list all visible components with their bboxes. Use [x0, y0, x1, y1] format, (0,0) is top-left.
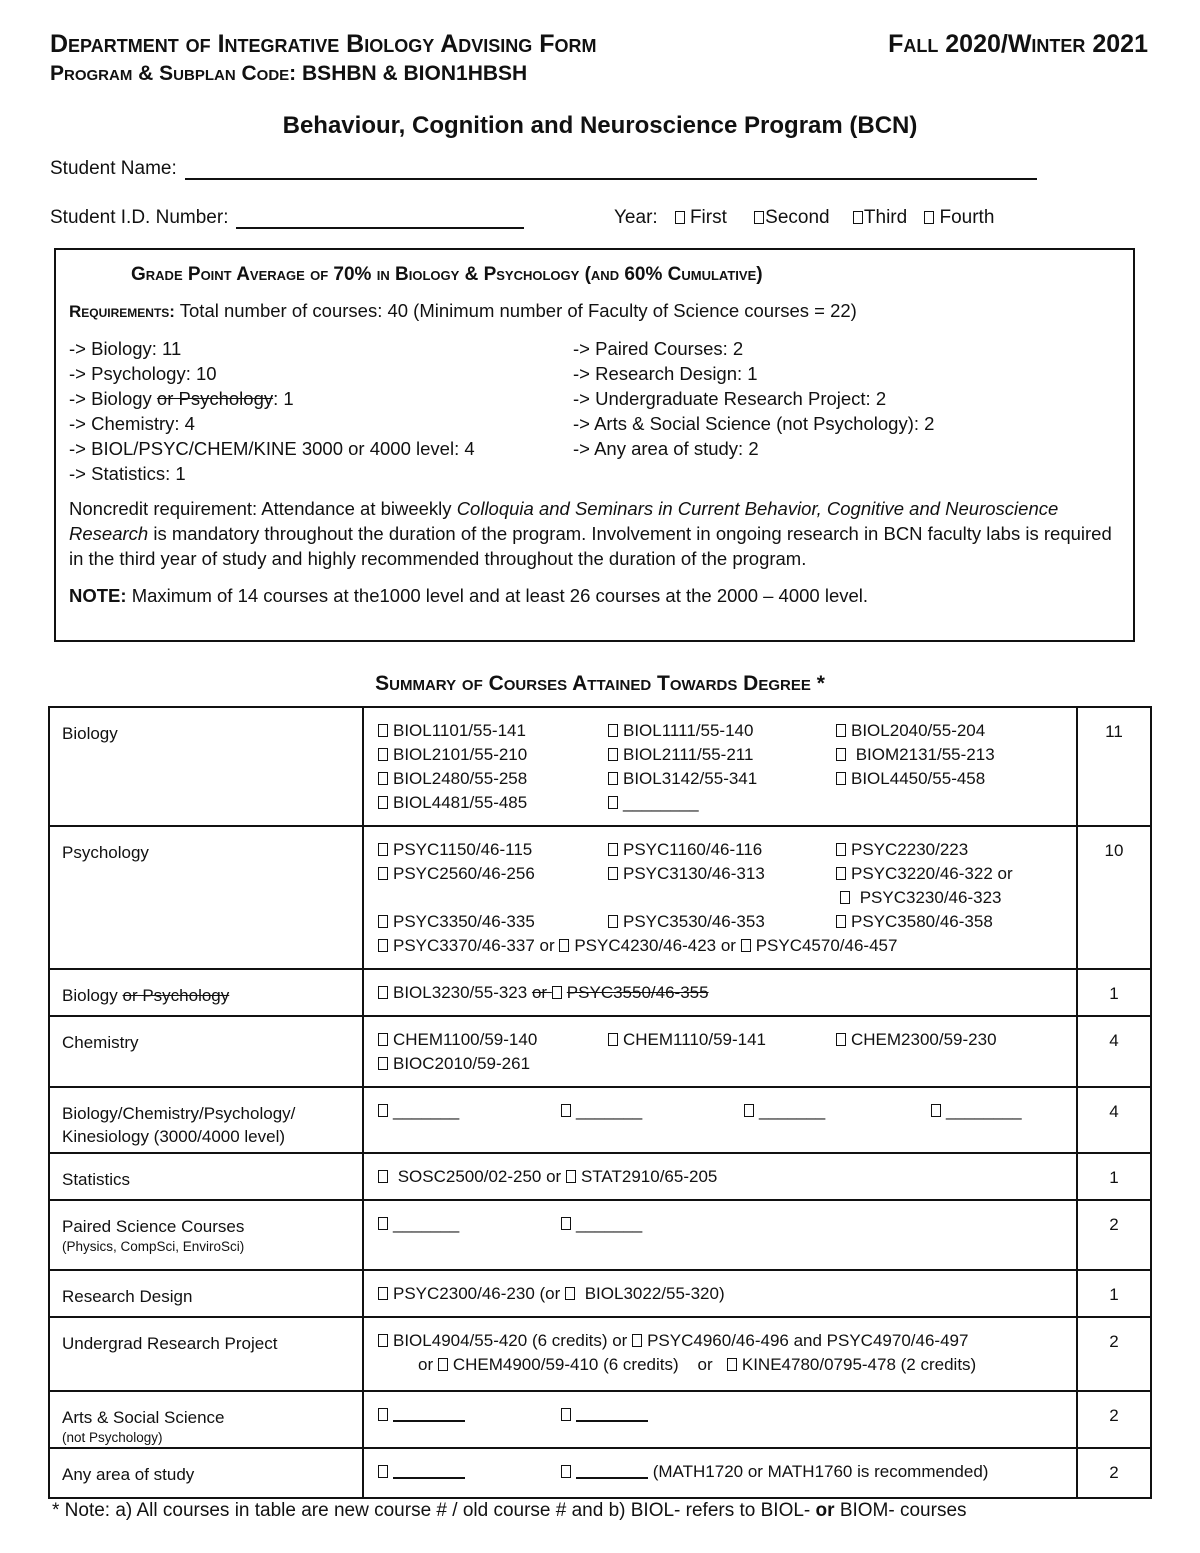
- course-checkbox[interactable]: BIOL2040/55-204: [836, 721, 985, 740]
- course-checkbox[interactable]: PSYC1160/46-116: [608, 840, 762, 859]
- course-options: [363, 1270, 1077, 1317]
- checkbox-icon: [378, 1287, 388, 1300]
- checkbox-icon: [378, 1057, 388, 1070]
- course-checkbox[interactable]: PSYC3580/46-358: [836, 912, 993, 931]
- course-checkbox[interactable]: [378, 1405, 465, 1424]
- checkbox-icon: [836, 772, 846, 785]
- category-sublabel: (Physics, CompSci, EnviroSci): [62, 1239, 245, 1254]
- category-label: Arts & Social Science (not Psychology): [49, 1391, 363, 1448]
- code-label: Program & Subplan Code:: [50, 62, 297, 85]
- table-row: [49, 826, 1151, 969]
- course-checkbox[interactable]: _______: [744, 1101, 825, 1120]
- checkbox-icon: [378, 724, 388, 737]
- course-options: [363, 1016, 1077, 1087]
- course-checkbox[interactable]: [561, 1462, 648, 1481]
- course-options: [363, 1200, 1077, 1270]
- checkbox-icon: [552, 986, 562, 999]
- course-options: [363, 1153, 1077, 1200]
- checkbox-icon: [559, 939, 569, 952]
- checkbox-icon: [608, 748, 618, 761]
- course-checkbox[interactable]: PSYC3220/46-322 or: [836, 864, 1013, 883]
- requirements-right-list: -> Paired Courses: 2 -> Research Design: 1 -> Undergraduate Research Project: 2 -> Arts & Social Science (not Psychology): 2 -> Any area of study: 2: [573, 338, 935, 459]
- blank-line[interactable]: [576, 1405, 648, 1422]
- course-checkbox[interactable]: PSYC3530/46-353: [608, 912, 765, 931]
- checkbox-icon: [836, 724, 846, 737]
- checkbox-icon: [608, 843, 618, 856]
- year-second-checkbox[interactable]: Second: [754, 207, 829, 228]
- course-checkbox[interactable]: PSYC2300/46-230 (or: [378, 1284, 565, 1303]
- course-checkbox[interactable]: PSYC3130/46-313: [608, 864, 765, 883]
- checkbox-icon: [840, 891, 850, 904]
- checkbox-icon: [378, 867, 388, 880]
- blank-line[interactable]: [576, 1462, 648, 1479]
- table-row: [49, 1317, 1151, 1391]
- course-checkbox[interactable]: BIOL4450/55-458: [836, 769, 985, 788]
- course-checkbox[interactable]: _______: [378, 1214, 459, 1233]
- checkbox-icon: [836, 1033, 846, 1046]
- required-count: 2: [1077, 1200, 1151, 1270]
- course-checkbox[interactable]: PSYC2230/223: [836, 840, 968, 859]
- course-checkbox[interactable]: BIOL3022/55-320): [565, 1284, 725, 1303]
- category-label: Undergrad Research Project: [49, 1317, 363, 1391]
- course-checkbox[interactable]: BIOC2010/59-261: [378, 1054, 530, 1073]
- required-count: 1: [1077, 1153, 1151, 1200]
- checkbox-icon: [378, 772, 388, 785]
- course-options: [363, 1087, 1077, 1153]
- checkbox-icon: [378, 748, 388, 761]
- checkbox-icon: [561, 1217, 571, 1230]
- checkbox-icon: [608, 867, 618, 880]
- student-id-label: Student I.D. Number:: [50, 207, 229, 228]
- checkbox-icon: [744, 1104, 754, 1117]
- course-checkbox[interactable]: BIOL2101/55-210: [378, 745, 527, 764]
- checkbox-icon: [836, 843, 846, 856]
- program-code: [50, 62, 527, 86]
- gpa-requirement: Grade Point Average of 70% in Biology & Psychology (and 60% Cumulative): [131, 264, 763, 285]
- footnote: * Note: a) All courses in table are new course # / old course # and b) BIOL- refers to BIOL- or BIOM- courses: [52, 1500, 967, 1521]
- course-checkbox[interactable]: PSYC4570/46-457: [741, 936, 898, 955]
- course-checkbox[interactable]: PSYC3370/46-337 or: [378, 936, 559, 955]
- checkbox-icon: [378, 939, 388, 952]
- required-count: 2: [1077, 1391, 1151, 1448]
- category-label: Chemistry: [49, 1016, 363, 1087]
- checkbox-icon: [378, 1334, 388, 1347]
- checkbox-icon: [836, 748, 846, 761]
- note: NOTE: Maximum of 14 courses at the1000 level and at least 26 courses at the 2000 – 4000 level.: [69, 585, 869, 606]
- required-count: 11: [1077, 707, 1151, 826]
- checkbox-icon: [378, 796, 388, 809]
- course-text: (MATH1720 or MATH1760 is recommended): [648, 1462, 989, 1481]
- course-checkbox[interactable]: PSYC1150/46-115: [378, 840, 532, 859]
- table-row: [49, 1153, 1151, 1200]
- student-name-field[interactable]: [185, 160, 1037, 180]
- year-fourth-checkbox[interactable]: Fourth: [924, 207, 994, 228]
- category-label: Paired Science Courses (Physics, CompSci, EnviroSci): [49, 1200, 363, 1270]
- checkbox-icon: [378, 1170, 388, 1183]
- year-first-checkbox[interactable]: First: [675, 207, 727, 228]
- course-options: [363, 969, 1077, 1016]
- course-checkbox[interactable]: BIOL1101/55-141: [378, 721, 526, 740]
- course-options: [363, 707, 1077, 826]
- required-count: 10: [1077, 826, 1151, 969]
- category-label: Biology or Psychology: [49, 969, 363, 1016]
- course-checkbox[interactable]: CHEM4900/59-410 (6 credits) or: [438, 1355, 727, 1374]
- student-id-field[interactable]: [236, 209, 524, 229]
- summary-heading: Summary of Courses Attained Towards Degree *: [375, 672, 825, 695]
- checkbox-icon: [561, 1465, 571, 1478]
- checkbox-icon: [565, 1287, 575, 1300]
- course-checkbox[interactable]: PSYC3350/46-335: [378, 912, 535, 931]
- checkbox-icon: [931, 1104, 941, 1117]
- checkbox-icon: [438, 1358, 448, 1371]
- category-label: Research Design: [49, 1270, 363, 1317]
- category-label: Biology/Chemistry/Psychology/ Kinesiology (3000/4000 level): [49, 1087, 363, 1153]
- course-checkbox[interactable]: BIOM2131/55-213: [836, 745, 995, 764]
- checkbox-icon: [632, 1334, 642, 1347]
- course-checkbox[interactable]: [378, 1462, 465, 1481]
- course-checkbox[interactable]: BIOL4481/55-485: [378, 793, 527, 812]
- checkbox-icon: [378, 1033, 388, 1046]
- course-checkbox[interactable]: ________: [608, 793, 699, 812]
- student-id-row: [50, 207, 524, 229]
- year-label: Year:: [614, 207, 658, 228]
- year-selector: [614, 207, 994, 229]
- course-checkbox[interactable]: CHEM2300/59-230: [836, 1030, 997, 1049]
- checkbox-icon: [608, 796, 618, 809]
- course-checkbox[interactable]: CHEM1100/59-140: [378, 1030, 537, 1049]
- course-options: [363, 1317, 1077, 1391]
- course-checkbox[interactable]: PSYC4960/46-496 and PSYC4970/46-497: [632, 1331, 968, 1350]
- course-checkbox[interactable]: BIOL3142/55-341: [608, 769, 757, 788]
- required-count: 4: [1077, 1016, 1151, 1087]
- noncredit-requirement: Noncredit requirement: Attendance at biweekly Colloquia and Seminars in Current Behavior, Cognitive and Neuroscience Research is mandatory throughout the duration of the program. Involvement in ongoing research in BCN faculty labs is required in the third year of study and highly recommended throughout the duration of the program.: [69, 498, 1112, 569]
- checkbox-icon: [378, 1465, 388, 1478]
- program-title: Behaviour, Cognition and Neuroscience Program (BCN): [282, 112, 918, 139]
- table-row: [49, 707, 1151, 826]
- courses-table: [48, 706, 1152, 1499]
- required-count: 2: [1077, 1448, 1151, 1498]
- checkbox-icon: [836, 867, 846, 880]
- course-checkbox[interactable]: KINE4780/0795-478 (2 credits): [727, 1355, 976, 1374]
- course-checkbox[interactable]: STAT2910/65-205: [566, 1167, 717, 1186]
- blank-line[interactable]: [393, 1462, 465, 1479]
- checkbox-icon: [675, 211, 685, 224]
- table-row: [49, 1270, 1151, 1317]
- checkbox-icon: [608, 915, 618, 928]
- course-checkbox[interactable]: PSYC3550/46-355: [552, 983, 709, 1002]
- checkbox-icon: [378, 1217, 388, 1230]
- course-options: [363, 826, 1077, 969]
- required-count: 4: [1077, 1087, 1151, 1153]
- form-title: Department of Integrative Biology Advising Form: [50, 30, 597, 58]
- required-count: 2: [1077, 1317, 1151, 1391]
- course-checkbox[interactable]: BIOL2480/55-258: [378, 769, 527, 788]
- student-name-label: Student Name:: [50, 158, 177, 179]
- courses-section: [48, 706, 1152, 1522]
- course-checkbox[interactable]: _______: [561, 1214, 642, 1233]
- category-label: Biology: [49, 707, 363, 826]
- course-checkbox[interactable]: PSYC3230/46-323: [840, 888, 1002, 907]
- category-sublabel: (not Psychology): [62, 1430, 163, 1445]
- category-label: Statistics: [49, 1153, 363, 1200]
- course-checkbox[interactable]: ________: [931, 1101, 1022, 1120]
- course-options: [363, 1448, 1077, 1498]
- course-checkbox[interactable]: BIOL1111/55-140: [608, 721, 753, 740]
- checkbox-icon: [378, 1104, 388, 1117]
- course-checkbox[interactable]: SOSC2500/02-250 or: [378, 1167, 566, 1186]
- table-row: [49, 1016, 1151, 1087]
- checkbox-icon: [608, 1033, 618, 1046]
- table-row: [49, 1391, 1151, 1448]
- course-checkbox[interactable]: _______: [561, 1101, 642, 1120]
- category-label: Psychology: [49, 826, 363, 969]
- requirements-lists: [69, 336, 1113, 486]
- checkbox-icon: [378, 843, 388, 856]
- required-count: 1: [1077, 1270, 1151, 1317]
- course-checkbox[interactable]: BIOL4904/55-420 (6 credits) or: [378, 1331, 632, 1350]
- requirements-total: Requirements: Total number of courses: 40 (Minimum number of Faculty of Science courses = 22): [69, 300, 857, 321]
- student-name-row: [50, 158, 1037, 180]
- checkbox-icon: [378, 915, 388, 928]
- requirements-box: [54, 248, 1135, 642]
- checkbox-icon: [608, 772, 618, 785]
- checkbox-icon: [378, 986, 388, 999]
- course-checkbox[interactable]: CHEM1110/59-141: [608, 1030, 766, 1049]
- table-row: [49, 1087, 1151, 1153]
- course-checkbox[interactable]: BIOL3230/55-323: [378, 983, 532, 1002]
- term: Fall 2020/Winter 2021: [888, 30, 1148, 58]
- checkbox-icon: [853, 211, 863, 224]
- checkbox-icon: [924, 211, 934, 224]
- checkbox-icon: [561, 1408, 571, 1421]
- course-text: or: [531, 983, 552, 1002]
- course-checkbox[interactable]: _______: [378, 1101, 459, 1120]
- course-checkbox[interactable]: PSYC4230/46-423 or: [559, 936, 740, 955]
- table-row: [49, 969, 1151, 1016]
- year-third-checkbox[interactable]: Third: [853, 207, 907, 228]
- code-value: BSHBN & BION1HBSH: [302, 62, 528, 85]
- course-checkbox[interactable]: PSYC2560/46-256: [378, 864, 535, 883]
- checkbox-icon: [608, 724, 618, 737]
- checkbox-icon: [566, 1170, 576, 1183]
- required-count: 1: [1077, 969, 1151, 1016]
- checkbox-icon: [741, 939, 751, 952]
- table-row: [49, 1200, 1151, 1270]
- checkbox-icon: [754, 211, 764, 224]
- checkbox-icon: [836, 915, 846, 928]
- course-text: or: [418, 1355, 438, 1374]
- checkbox-icon: [378, 1408, 388, 1421]
- blank-line[interactable]: [393, 1405, 465, 1422]
- requirements-left-list: -> Biology: 11 -> Psychology: 10 -> Biology or Psychology: 1 -> Chemistry: 4 -> BIOL/PSYC/CHEM/KINE 3000 or 4000 level: 4 -> Statistics: 1: [69, 338, 475, 484]
- checkbox-icon: [727, 1358, 737, 1371]
- checkbox-icon: [561, 1104, 571, 1117]
- course-checkbox[interactable]: BIOL2111/55-211: [608, 745, 753, 764]
- course-options: [363, 1391, 1077, 1448]
- table-row: [49, 1448, 1151, 1498]
- category-label: Any area of study: [49, 1448, 363, 1498]
- course-checkbox[interactable]: [561, 1405, 648, 1424]
